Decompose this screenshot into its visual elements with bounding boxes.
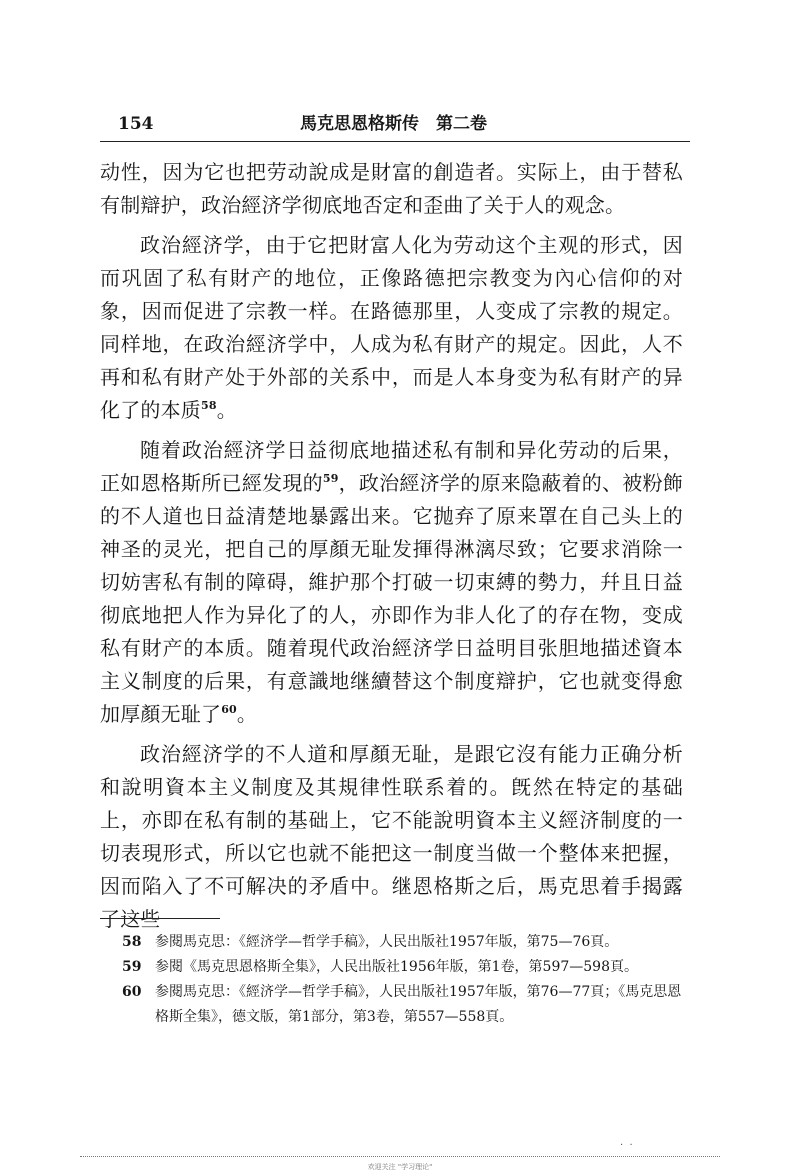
footnote-60 — [100, 980, 690, 1030]
paragraph-text: 政治經济学，由于它把財富人化为劳动这个主观的形式，因而巩固了私有財产的地位，正像路德把宗教变为內心信仰的对象，因而促进了宗教一样。在路德那里，人变成了宗教的規定。同样地，在政治經济学中，人成为私有財产的規定。因此，人不再和私有財产处于外部的关系中，而是人本身变为私有財产的异化了的本质 — [100, 233, 683, 422]
footnote-ref-60[interactable]: 60 — [221, 703, 237, 716]
paragraph-4 — [100, 738, 683, 936]
paragraph-tail: 。 — [216, 398, 237, 422]
footnote-59 — [100, 955, 690, 980]
watermark-text: 欢迎关注 "学习理论" — [367, 1163, 433, 1171]
scan-bottom — [0, 1140, 800, 1176]
scan-edge-line — [80, 1156, 720, 1157]
footnote-ref-58[interactable]: 58 — [201, 399, 217, 412]
running-title: 馬克思恩格斯传 第二卷 — [300, 114, 487, 134]
footnote-text: 参閱馬克思：《經济学—哲学手稿》，人民出版社1957年版，第76—77頁；《馬克思恩格斯全集》，德文版，第1部分，第3卷，第557—558頁。 — [155, 984, 682, 1025]
header-rule — [100, 141, 690, 142]
footnote-ref-59[interactable]: 59 — [322, 472, 339, 485]
paragraph-text-cont: ，政治經济学的原来隐蔽着的、被粉飾的不人道也日益清楚地暴露出来。它抛弃了原来罩在自己头上的神圣的灵光，把自己的厚顏无耻发揮得淋漓尽致；它要求消除一切妨害私有制的障碍，維护那个打破一切束縛的勢力，幷且日益彻底地把人作为异化了的人，亦即作为非人化了的存在物，变成私有財产的本质。随着現代政治經济学日益明目张胆地描述資本主义制度的后果，有意識地继續替这个制度辯护，它也就变得愈加厚顏无耻了 — [100, 471, 683, 726]
paragraph-2 — [100, 229, 683, 427]
footnote-rule — [100, 918, 220, 919]
footnote-58 — [100, 930, 690, 955]
paragraph-continuation — [100, 156, 683, 222]
footnote-text: 参閱馬克思：《經济学—哲学手稿》，人民出版社1957年版，第75—76頁。 — [155, 934, 619, 950]
footnotes — [100, 930, 690, 1030]
paragraph-text: 随着政治經济学日益彻底地描述私有制和异化劳动的后果，正如恩格斯所已經发現的 — [100, 438, 683, 495]
paragraph-text: 政治經济学的不人道和厚顏无耻，是跟它沒有能力正确分析和說明資本主义制度及其規律性联系着的。旣然在特定的基础上，亦即在私有制的基础上，它不能說明資本主义經济制度的一切表現形式，所以它也就不能把这一制度当做一个整体来把握，因而陷入了不可解决的矛盾中。继恩格斯之后，馬克思着手揭露了这些 — [100, 742, 683, 931]
scan-dot-mark: · · — [620, 1140, 633, 1151]
page-number: 154 — [118, 114, 154, 134]
paragraph-3 — [100, 434, 683, 731]
body-text — [100, 156, 683, 943]
footnote-number: 58 — [122, 934, 142, 950]
paragraph-text: 动性，因为它也把劳动說成是財富的創造者。实际上，由于替私有制辯护，政治經济学彻底地否定和歪曲了关于人的观念。 — [100, 160, 683, 217]
footnote-number: 59 — [122, 959, 142, 975]
footnote-text: 参閱《馬克思恩格斯全集》，人民出版社1956年版，第1卷，第597—598頁。 — [155, 959, 638, 975]
running-head — [100, 112, 690, 136]
footnote-number: 60 — [122, 984, 142, 1000]
paragraph-tail: 。 — [236, 702, 258, 726]
